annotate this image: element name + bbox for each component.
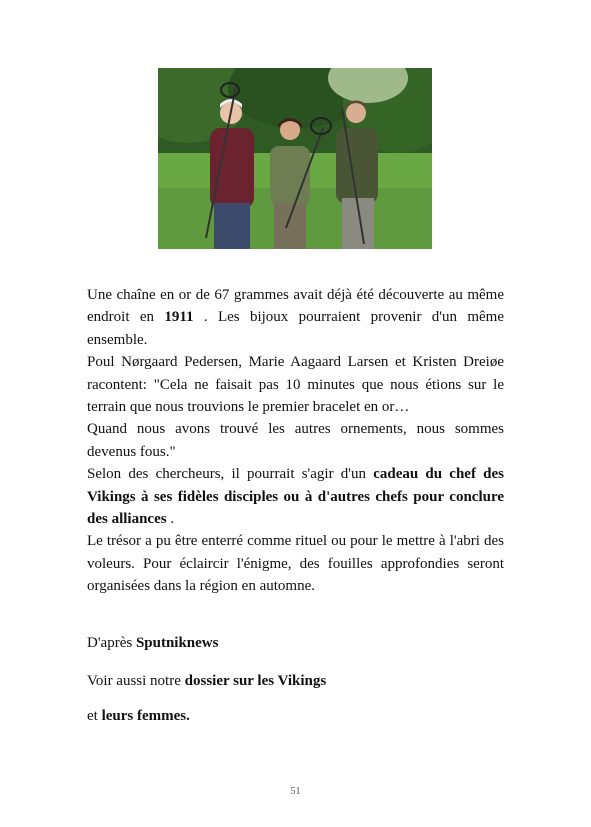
vikings-dossier-link[interactable]: dossier sur les Vikings [184, 673, 327, 689]
gift-bold: cadeau du chef des Vikings à ses fidèles disciples ou à d'autres chefs pour conclure des alliances [87, 466, 504, 528]
article-body [87, 284, 504, 598]
paragraph-treasure: Le trésor a pu être enterré comme rituel ou pour le mettre à l'abri des voleurs. Pour éclaircir l'énigme, des fouilles approfondies seront organisées dans la région en automne. [87, 533, 504, 595]
year-bold: 1911 [164, 309, 194, 326]
paragraph-chain: Une chaîne en or de 67 grammes avait déjà été découverte au même endroit en 1911 . Les bijoux pourraient provenir d'un même ensemble. [87, 287, 504, 348]
photo-metal-detectorists [158, 68, 432, 249]
women-link[interactable]: leurs femmes. [101, 708, 190, 724]
paragraph-quote-end: Quand nous avons trouvé les autres ornements, nous sommes devenus fous." [87, 421, 504, 460]
see-also-line: Voir aussi notre dossier sur les Vikings [87, 673, 327, 689]
paragraph-researchers: Selon des chercheurs, il pourrait s'agir d'un cadeau du chef des Vikings à ses fidèles disciples ou à d'autres chefs pour conclure des alliances . [87, 466, 504, 528]
women-line: et leurs femmes. [87, 708, 190, 724]
source-link[interactable]: Sputniknews [135, 635, 219, 651]
paragraph-quote: Poul Nørgaard Pedersen, Marie Aagaard Larsen et Kristen Dreiøe racontent: "Cela ne faisait pas 10 minutes que nous étions sur le terrain que nous trouvions le premier bracelet en or… [87, 354, 504, 416]
source-line: D'après Sputniknews [87, 635, 219, 651]
photo-illustration [158, 68, 432, 249]
page-number: 51 [290, 786, 301, 797]
